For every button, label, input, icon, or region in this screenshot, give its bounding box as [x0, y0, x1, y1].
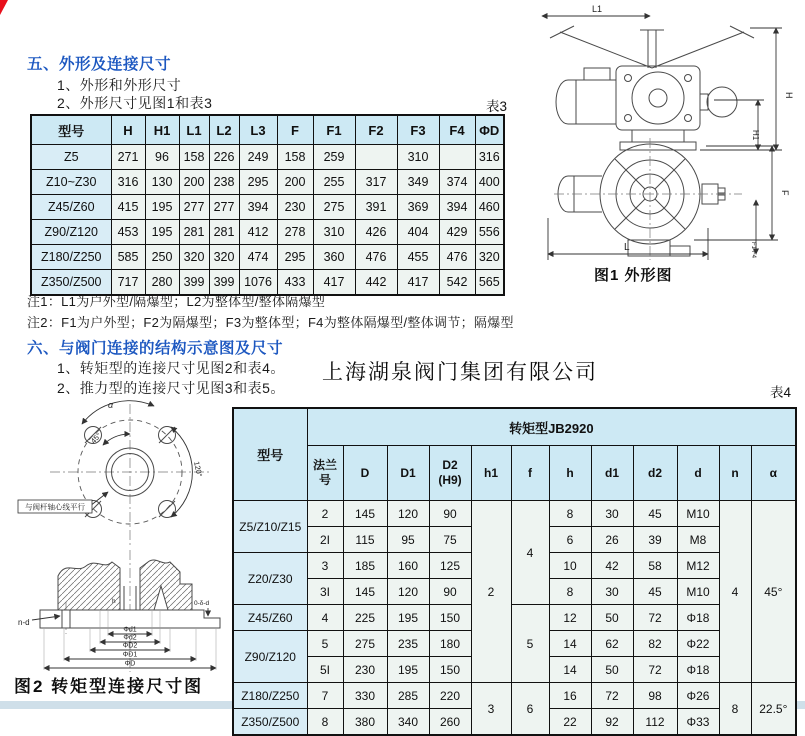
t3-cell: 399 [179, 270, 209, 296]
t4-cell: 90 [429, 579, 471, 605]
t3-header: F4 [439, 115, 475, 145]
note-text: 与阀杆轴心线平行 [25, 502, 85, 512]
t3-cell: 717 [111, 270, 145, 296]
t3-header: L1 [179, 115, 209, 145]
t3-cell: 474 [239, 245, 277, 270]
table3-label: 表3 [486, 99, 508, 114]
t3-header: 型号 [31, 115, 111, 145]
t3-cell: 316 [111, 170, 145, 195]
t4-header: D1 [387, 446, 429, 501]
t3-cell: 249 [239, 145, 277, 170]
dim-phid2-label: Φd2 [123, 634, 137, 642]
t4-header: d2 [633, 446, 677, 501]
t4-header-flange-line2: 号 [318, 473, 331, 487]
t4-cell: 380 [343, 709, 387, 736]
t4-model: Z45/Z60 [233, 605, 307, 631]
t3-cell: 455 [397, 245, 439, 270]
t3-cell: 158 [179, 145, 209, 170]
t4-cell: 285 [387, 683, 429, 709]
nd-label: n-d [18, 618, 30, 627]
t3-cell: 542 [439, 270, 475, 296]
table3-row [31, 195, 504, 220]
t4-cell: 5 [307, 631, 343, 657]
t3-cell: 280 [145, 270, 179, 296]
t4-cell: 8 [307, 709, 343, 736]
table3-row [31, 170, 504, 195]
t4-header-group: 转矩型JB2920 [307, 408, 796, 446]
t4-cell: 98 [633, 683, 677, 709]
t3-cell: 158 [277, 145, 313, 170]
t4-cell: 120 [387, 579, 429, 605]
t3-model: Z5 [31, 145, 111, 170]
t3-cell: 226 [209, 145, 239, 170]
t4-cell: 8 [549, 579, 591, 605]
t4-header-flange [307, 446, 343, 501]
t3-header: H [111, 115, 145, 145]
t4-cell: 72 [633, 605, 677, 631]
t3-model: Z10~Z30 [31, 170, 111, 195]
t3-cell: 255 [313, 170, 355, 195]
t3-model: Z180/Z250 [31, 245, 111, 270]
t3-cell: 275 [313, 195, 355, 220]
t3-cell: 281 [179, 220, 209, 245]
note2: 注2：F1为户外型；F2为隔爆型；F3为整体型；F4为整体隔爆型/整体调节；隔爆型 [27, 315, 514, 330]
t4-cell: 62 [591, 631, 633, 657]
t4-cell: 75 [429, 527, 471, 553]
t3-cell: 277 [179, 195, 209, 220]
section5-item1: 1、外形和外形尺寸 [57, 77, 182, 93]
t4-cell-alpha: 45° [751, 501, 796, 683]
bolt [685, 115, 692, 122]
t4-cell-n: 4 [719, 501, 751, 683]
t3-cell: 295 [277, 245, 313, 270]
dim-phiD-label: ΦD [124, 660, 136, 668]
t3-cell: 281 [209, 220, 239, 245]
t3-cell: 426 [355, 220, 397, 245]
t4-cell: 45 [633, 501, 677, 527]
dim-ext [700, 28, 782, 150]
t3-header: ΦD [475, 115, 504, 145]
table4-torque-connection [232, 407, 797, 736]
figure2-caption: 图2 转矩型连接尺寸图 [14, 677, 204, 696]
t4-model: Z20/Z30 [233, 553, 307, 605]
t3-cell: 195 [145, 220, 179, 245]
t4-cell: 30 [591, 501, 633, 527]
t4-cell: 115 [343, 527, 387, 553]
section5-heading: 五、外形及连接尺寸 [27, 56, 172, 73]
t4-cell: M12 [677, 553, 719, 579]
t4-cell: 26 [591, 527, 633, 553]
t3-cell: 412 [239, 220, 277, 245]
t4-cell: 330 [343, 683, 387, 709]
base-neck [632, 130, 684, 142]
t3-cell: 360 [313, 245, 355, 270]
t3-cell: 460 [475, 195, 504, 220]
dim-F-label: F [780, 190, 790, 196]
t3-cell: 585 [111, 245, 145, 270]
t4-cell: 14 [549, 631, 591, 657]
flange-plate [40, 610, 220, 628]
red-corner-mark [0, 0, 8, 15]
handwheel-knob [707, 87, 737, 117]
t4-cell: 50 [591, 657, 633, 683]
t3-cell: 433 [277, 270, 313, 296]
side-knob [718, 188, 725, 193]
t4-cell: 195 [387, 657, 429, 683]
dim-phiD1-label: ΦD1 [122, 651, 138, 659]
dim-L-label: L [624, 242, 630, 253]
t3-cell: 394 [239, 195, 277, 220]
t4-cell: 160 [387, 553, 429, 579]
t4-cell: 260 [429, 709, 471, 736]
t4-cell: 120 [387, 501, 429, 527]
t4-cell: 6 [549, 527, 591, 553]
t3-cell: 415 [111, 195, 145, 220]
t4-model: Z180/Z250 [233, 683, 307, 709]
t3-cell: 417 [397, 270, 439, 296]
t3-cell: 271 [111, 145, 145, 170]
dim-45-arc [103, 434, 130, 445]
t4-cell: 30 [591, 579, 633, 605]
t4-cell: 3I [307, 579, 343, 605]
t3-cell: 369 [397, 195, 439, 220]
t4-cell-f: 6 [511, 683, 549, 736]
t4-header: h [549, 446, 591, 501]
t4-cell: 150 [429, 605, 471, 631]
t3-cell: 429 [439, 220, 475, 245]
dim-phid1-label: Φd1 [123, 626, 137, 634]
t4-cell: 90 [429, 501, 471, 527]
t3-cell: 320 [179, 245, 209, 270]
t4-cell: 340 [387, 709, 429, 736]
bolt [625, 115, 632, 122]
t4-cell: 112 [633, 709, 677, 736]
t4-cell: 4 [307, 605, 343, 631]
junction-box [584, 68, 610, 80]
t3-cell [355, 145, 397, 170]
t4-header: n [719, 446, 751, 501]
t4-cell: 180 [429, 631, 471, 657]
side-knob [718, 195, 725, 200]
t3-cell: 565 [475, 270, 504, 296]
t4-header: f [511, 446, 549, 501]
t4-cell: 145 [343, 579, 387, 605]
dim-H1-label: H1 [751, 130, 760, 141]
t3-header: F2 [355, 115, 397, 145]
t4-cell: 16 [549, 683, 591, 709]
t3-cell: 417 [313, 270, 355, 296]
t4-header: d [677, 446, 719, 501]
t3-cell: 317 [355, 170, 397, 195]
dim-120-label: 120° [192, 460, 205, 478]
t3-cell: 200 [277, 170, 313, 195]
table4-row [233, 501, 796, 527]
actuator-body [616, 66, 700, 130]
t3-cell: 404 [397, 220, 439, 245]
t4-cell: 275 [343, 631, 387, 657]
t4-cell: 22 [549, 709, 591, 736]
table4-label: 表4 [770, 385, 792, 400]
t4-cell: 220 [429, 683, 471, 709]
note-leader [90, 492, 108, 506]
t4-cell: 14 [549, 657, 591, 683]
t4-cell-f: 5 [511, 605, 549, 683]
t3-cell: 195 [145, 195, 179, 220]
t3-cell: 374 [439, 170, 475, 195]
t4-cell: 45 [633, 579, 677, 605]
bottom-tab [670, 246, 690, 256]
figure1-outline-drawing [502, 2, 802, 264]
t4-cell: Φ33 [677, 709, 719, 736]
dim-45-label: 45° [88, 430, 104, 446]
t3-cell: 277 [209, 195, 239, 220]
t4-header-d2-line2: (H9) [438, 473, 462, 487]
company-name: 上海湖泉阀门集团有限公司 [322, 360, 598, 384]
t3-cell [439, 145, 475, 170]
section-block-left [58, 562, 120, 610]
t4-cell-h1: 2 [471, 501, 511, 683]
t3-header: L2 [209, 115, 239, 145]
t4-cell: 7 [307, 683, 343, 709]
t4-header-model: 型号 [233, 408, 307, 501]
t4-cell: 58 [633, 553, 677, 579]
t4-header: α [751, 446, 796, 501]
t4-cell: 235 [387, 631, 429, 657]
t3-cell: 130 [145, 170, 179, 195]
t3-cell: 259 [313, 145, 355, 170]
t4-cell: M8 [677, 527, 719, 553]
t3-header: H1 [145, 115, 179, 145]
motor-cylinder [556, 80, 616, 124]
section6-heading: 六、与阀门连接的结构示意图及尺寸 [27, 340, 284, 357]
t3-cell: 1076 [239, 270, 277, 296]
t3-cell: 316 [475, 145, 504, 170]
t4-cell: 92 [591, 709, 633, 736]
t3-cell: 310 [313, 220, 355, 245]
table3-row [31, 220, 504, 245]
t4-cell: 95 [387, 527, 429, 553]
t3-cell: 230 [277, 195, 313, 220]
t4-header-d2 [429, 446, 471, 501]
t4-cell: M10 [677, 501, 719, 527]
dim-phiD2-label: ΦD2 [122, 642, 138, 650]
t3-cell: 394 [439, 195, 475, 220]
table3-row [31, 245, 504, 270]
bolt [625, 75, 632, 82]
t3-cell: 442 [355, 270, 397, 296]
dim-F14-label: F1-F4 [750, 242, 756, 259]
t3-cell: 399 [209, 270, 239, 296]
t3-cell: 238 [209, 170, 239, 195]
t3-cell: 556 [475, 220, 504, 245]
t4-cell: Φ22 [677, 631, 719, 657]
t4-model: Z350/Z500 [233, 709, 307, 736]
t4-cell: 10 [549, 553, 591, 579]
t3-cell: 400 [475, 170, 504, 195]
t4-model: Z90/Z120 [233, 631, 307, 683]
t4-cell: Φ26 [677, 683, 719, 709]
table3-dimensions [30, 114, 505, 296]
t4-model: Z5/Z10/Z15 [233, 501, 307, 553]
handwheel-spokes [560, 32, 744, 68]
t4-cell-f: 4 [511, 501, 549, 605]
t3-cell: 250 [145, 245, 179, 270]
t4-cell: Φ18 [677, 605, 719, 631]
t3-cell: 320 [209, 245, 239, 270]
t4-cell-n: 8 [719, 683, 751, 736]
stem [640, 30, 664, 68]
t4-cell: 82 [633, 631, 677, 657]
t3-cell: 320 [475, 245, 504, 270]
body-hub [649, 89, 667, 107]
t4-cell: 39 [633, 527, 677, 553]
t3-model: Z350/Z500 [31, 270, 111, 296]
t4-header-d2-line1: D2 [442, 458, 458, 472]
t4-cell: Φ18 [677, 657, 719, 683]
table3-header-row [31, 115, 504, 145]
t3-header: L3 [239, 115, 277, 145]
table4-row [233, 605, 796, 631]
t3-cell: 476 [355, 245, 397, 270]
t4-header: D [343, 446, 387, 501]
t3-cell: 96 [145, 145, 179, 170]
section6-item2: 2、推力型的连接尺寸见图3和表5。 [57, 380, 285, 396]
t4-cell-h1: 3 [471, 683, 511, 736]
t4-header: h1 [471, 446, 511, 501]
t4-cell: 125 [429, 553, 471, 579]
t3-cell: 453 [111, 220, 145, 245]
t4-header: d1 [591, 446, 633, 501]
t4-cell: 5I [307, 657, 343, 683]
body-ring [632, 72, 684, 124]
t4-cell: 8 [549, 501, 591, 527]
handwheel-rim [550, 26, 754, 38]
t4-cell: 225 [343, 605, 387, 631]
t4-cell: 185 [343, 553, 387, 579]
table3-row [31, 145, 504, 170]
od-label: 0-δ-d [194, 600, 210, 607]
table4-subheader-row [233, 446, 796, 501]
dim-alpha-label: α [108, 400, 114, 410]
t4-cell: 12 [549, 605, 591, 631]
t3-header: F [277, 115, 313, 145]
t4-header-flange-line1: 法兰 [312, 458, 337, 472]
t4-cell: 195 [387, 605, 429, 631]
t4-cell: 2I [307, 527, 343, 553]
t4-cell: 42 [591, 553, 633, 579]
t4-cell-alpha: 22.5° [751, 683, 796, 736]
dim-alpha-arc [82, 401, 154, 424]
t3-cell: 310 [397, 145, 439, 170]
figure2-connection-drawing [8, 396, 233, 676]
t4-cell: 230 [343, 657, 387, 683]
t3-cell: 476 [439, 245, 475, 270]
t3-header: F3 [397, 115, 439, 145]
figure1-caption: 图1 外形图 [594, 267, 673, 284]
bolt [685, 75, 692, 82]
note1: 注1：L1为户外型/隔爆型；L2为整体型/整体隔爆型 [27, 294, 326, 309]
t3-cell: 200 [179, 170, 209, 195]
dim-ext [694, 146, 778, 240]
t4-cell: 3 [307, 553, 343, 579]
t4-cell: 2 [307, 501, 343, 527]
dim-L1-label: L1 [592, 4, 603, 14]
section6-item1: 1、转矩型的连接尺寸见图2和表4。 [57, 360, 285, 376]
t3-model: Z90/Z120 [31, 220, 111, 245]
t3-header: F1 [313, 115, 355, 145]
table4-row [233, 683, 796, 709]
t4-cell: 145 [343, 501, 387, 527]
t3-cell: 295 [239, 170, 277, 195]
t3-cell: 391 [355, 195, 397, 220]
h-label: h [112, 598, 116, 605]
t4-cell: 72 [633, 657, 677, 683]
t3-cell: 349 [397, 170, 439, 195]
t4-cell: 72 [591, 683, 633, 709]
t4-cell: 50 [591, 605, 633, 631]
section5-item2: 2、外形尺寸见图1和表3 [57, 95, 213, 111]
t4-cell: 150 [429, 657, 471, 683]
dim-H-label: H [784, 92, 794, 99]
t3-cell: 278 [277, 220, 313, 245]
t4-cell: M10 [677, 579, 719, 605]
t3-model: Z45/Z60 [31, 195, 111, 220]
base-flange [620, 142, 696, 150]
table4-group-row [233, 408, 796, 446]
